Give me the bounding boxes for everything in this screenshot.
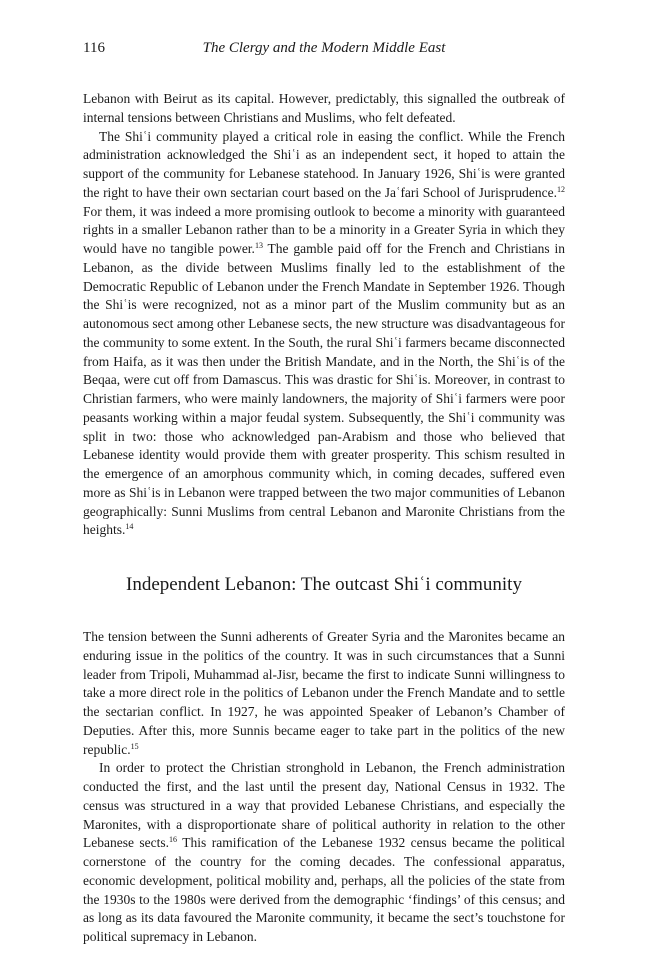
paragraph-1 xyxy=(83,90,565,128)
text-segment: For them, it was indeed a more promising outlook to become a minority with guaranteed rights in a smaller Lebanon rather than to be a minority in a Greater Syria in which they would have no tangible power. xyxy=(83,203,565,256)
text-segment: This ramification of the Lebanese 1932 census became the political cornerstone of the country for the coming decades. The confessional apparatus, economic development, political mobility and, perhaps, all the policies of the state from the 1930s to the 1980s were derived from the demographic ‘findings’ of this census; and as long as its data favoured the Maronite community, it became the sect’s touchstone for political supremacy in Lebanon. xyxy=(83,835,565,944)
text-segment: Lebanon with Beirut as its capital. However, predictably, this signalled the outbreak of internal tensions between Christians and Muslims, who felt defeated. xyxy=(83,91,565,125)
text-segment: The Shiʿi community played a critical role in easing the conflict. While the French administration acknowledged the Shiʿi as an independent sect, it hoped to attain the support of the community for Lebanese statehood. In January 1926, Shiʿis were granted the right to have their own sectarian court based on the Jaʿfari School of Jurisprudence. xyxy=(83,128,565,200)
footnote-ref-13[interactable]: 13 xyxy=(254,241,263,250)
footnote-ref-16[interactable]: 16 xyxy=(169,835,178,845)
footnote-ref-14[interactable]: 14 xyxy=(125,522,134,532)
body-text xyxy=(83,90,565,947)
paragraph-3 xyxy=(83,628,565,759)
paragraph-4 xyxy=(83,759,565,947)
text-segment: The tension between the Sunni adherents of Greater Syria and the Maronites became an enduring issue in the politics of the country. It was in such circumstances that a Sunni leader from Tripoli, Muhammad al-Jisr, became the first to indicate Sunni willingness to take a more direct role in the politics of Lebanon under the French Mandate and to settle the sectarian conflict. In 1927, he was appointed Speaker of Lebanon’s Chamber of Deputies. After this, more Sunnis became eager to take part in the politics of the new republic. xyxy=(83,629,565,757)
running-title: The Clergy and the Modern Middle East xyxy=(202,40,446,56)
footnote-ref-12[interactable]: 12 xyxy=(557,184,565,194)
footnote-ref-15[interactable]: 15 xyxy=(130,741,139,751)
paragraph-2 xyxy=(83,128,565,541)
text-segment: The gamble paid off for the French and Christians in Lebanon, as the divide between Muslims finally led to the establishment of the Democratic Republic of Lebanon under the French Mandate in September 1926. Though the Shiʿis were recognized, not as a minor part of the Muslim community but as an autonomous sect among other Lebanese sects, the new structure was disadvantageous for the community to some extent. In the South, the rural Shiʿi farmers became disconnected from Haifa, as it was then under the British Mandate, and in the North, the Shiʿis of the Beqaa, were cut off from Damascus. This was drastic for Shiʿis. Moreover, in contrast to Christian farmers, who were mainly landowners, the majority of Shiʿi farmers were poor peasants working within a major feudal system. Subsequently, the Shiʿi community was split in two: those who acknowledged pan-Arabism and those who believed that Lebanese identity would provide them with greater prosperity. This schism resulted in the emergence of an amorphous community which, in coming decades, suffered even more as Shiʿis in Lebanon were trapped between the two major communities of Lebanon geographically: Sunni Muslims from central Lebanon and Maronite Christians from the heights. xyxy=(83,241,565,538)
running-head xyxy=(83,38,565,58)
page-number: 116 xyxy=(83,40,105,56)
section-heading: Independent Lebanon: The outcast Shiʿi community xyxy=(126,574,522,595)
text-segment: In order to protect the Christian stronghold in Lebanon, the French administration conducted the first, and the last until the present day, National Census in 1932. The census was structured in a way that provided Lebanese Christians, and especially the Maronites, with a disproportionate share of political authority in relation to the other Lebanese sects. xyxy=(83,760,565,851)
